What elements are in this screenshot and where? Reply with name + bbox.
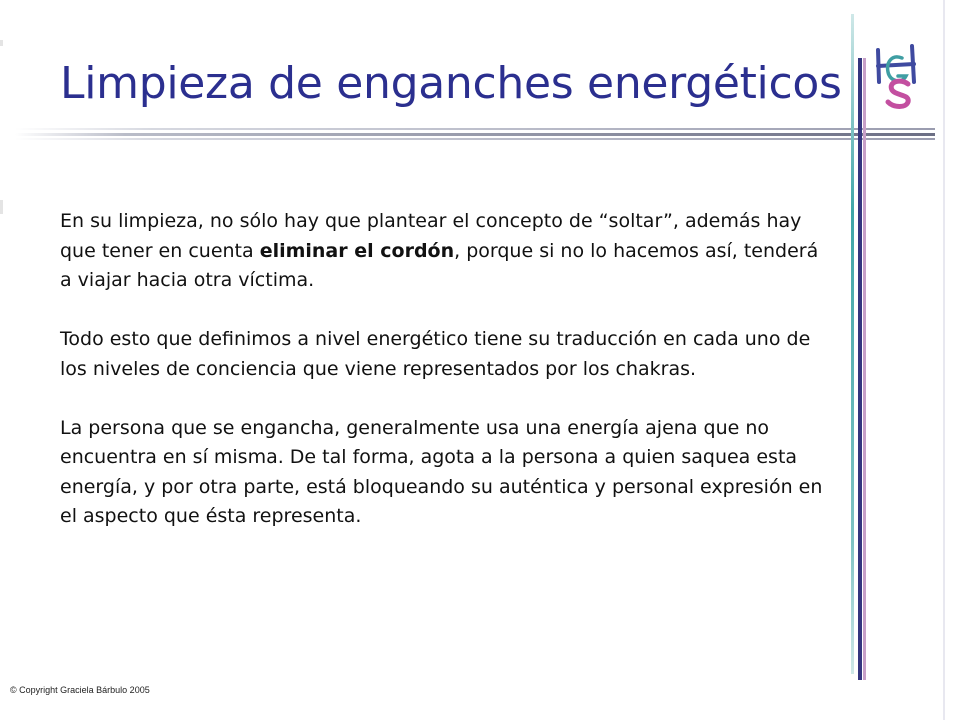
right-edge-line <box>943 0 945 720</box>
vertical-line-navy <box>858 58 862 680</box>
edge-mark <box>0 40 3 46</box>
copyright-notice: © Copyright Graciela Bárbulo 2005 <box>10 685 150 695</box>
paragraph-3: La persona que se engancha, generalmente usa una energía ajena que no encuentra en sí misma. De tal forma, agota a la persona a quien saquea esta energía, y por otra parte, está bloqueando su auténtica y personal expresión en el aspecto que ésta representa. <box>60 416 823 527</box>
edge-mark <box>0 200 3 214</box>
body-text <box>60 207 830 561</box>
title-rule <box>0 124 935 146</box>
paragraph-1-text-end: , porque si no lo hacemos así, tenderá a viajar hacia otra víctima. <box>60 239 819 291</box>
slide-title: Limpieza de enganches energéticos <box>60 58 842 109</box>
paragraph-2: Todo esto que definimos a nivel energético tiene su traducción en cada uno de los niveles de conciencia que viene representados por los chakras. <box>60 328 811 380</box>
paragraph-1-emphasis: eliminar el cordón <box>259 239 455 262</box>
paragraph-1-text: En su limpieza, no sólo hay que plantear el concepto de “soltar”, además hay que tener en cuenta <box>60 210 802 262</box>
vertical-line-teal <box>851 14 854 674</box>
vertical-line-pink <box>863 58 866 680</box>
hgs-logo <box>872 36 932 110</box>
paragraph-1 <box>60 207 830 296</box>
